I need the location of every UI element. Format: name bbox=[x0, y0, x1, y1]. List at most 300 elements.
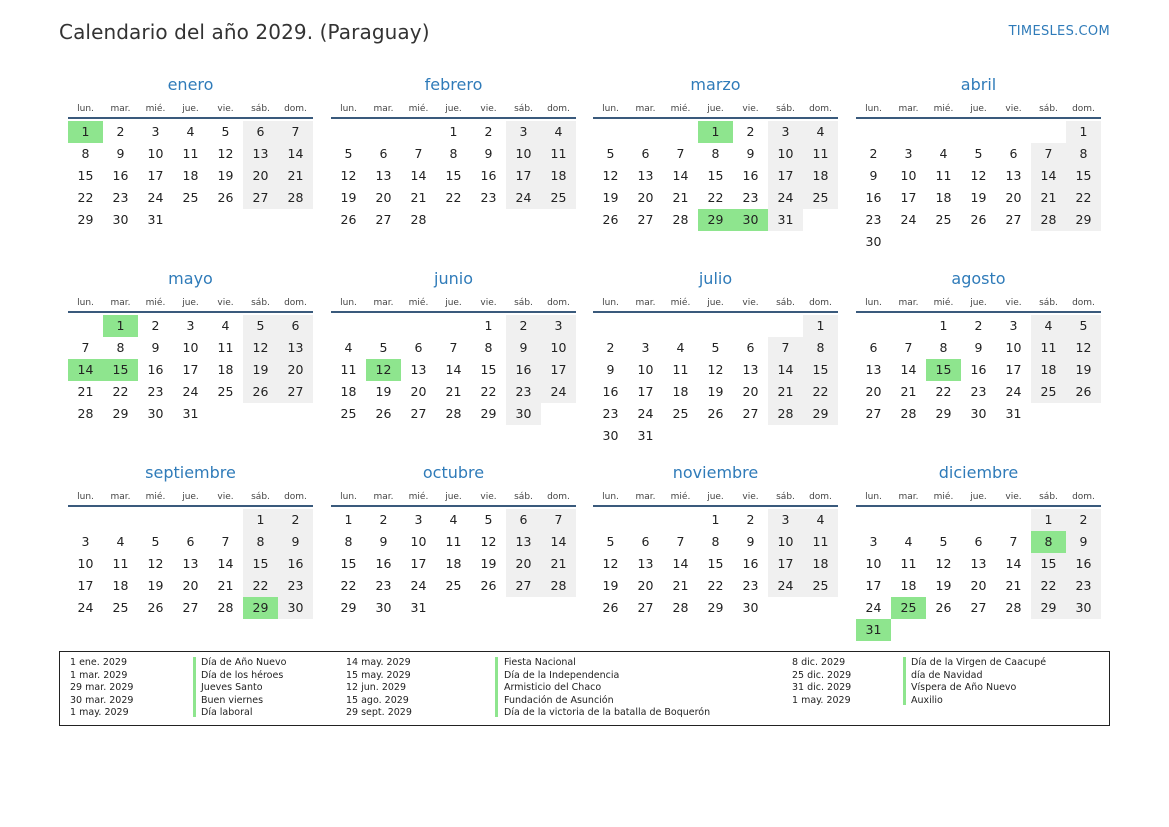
day-cell: 17 bbox=[865, 578, 882, 593]
weekday-label: jue. bbox=[707, 104, 724, 114]
empty-cell bbox=[803, 209, 838, 231]
day-cell: 26 bbox=[217, 190, 234, 205]
day-cell: 4 bbox=[939, 146, 948, 161]
day-cell: 19 bbox=[147, 578, 164, 593]
month-name: julio bbox=[698, 269, 733, 288]
day-cell: 31 bbox=[1005, 406, 1022, 421]
day-cell: 10 bbox=[182, 340, 199, 355]
month-junio bbox=[331, 267, 576, 425]
day-cell: 8 bbox=[243, 531, 278, 553]
day-grid bbox=[68, 121, 313, 231]
empty-cell bbox=[628, 509, 663, 531]
empty-cell bbox=[436, 597, 471, 619]
empty-cell bbox=[926, 121, 961, 143]
legend-date: 29 mar. 2029 bbox=[70, 682, 134, 694]
empty-cell bbox=[628, 121, 663, 143]
day-cell: 1 bbox=[243, 509, 278, 531]
day-cell: 10 bbox=[410, 534, 427, 549]
day-cell: 9 bbox=[869, 168, 878, 183]
day-cell: 20 bbox=[1005, 190, 1022, 205]
day-cell: 28 bbox=[1031, 209, 1066, 231]
day-cell: 14 bbox=[217, 556, 234, 571]
day-cell: 19 bbox=[935, 578, 952, 593]
weekday-label: mar. bbox=[635, 492, 656, 502]
day-cell: 22 bbox=[340, 578, 357, 593]
day-cell: 11 bbox=[112, 556, 129, 571]
empty-cell bbox=[593, 121, 628, 143]
day-cell: 9 bbox=[974, 340, 983, 355]
day-cell: 31 bbox=[856, 619, 891, 641]
day-cell: 1 bbox=[1066, 121, 1101, 143]
legend-marker-bar bbox=[903, 657, 906, 705]
day-cell: 4 bbox=[676, 340, 685, 355]
empty-cell bbox=[1031, 403, 1066, 425]
weekday-label: lun. bbox=[865, 104, 882, 114]
day-cell: 2 bbox=[278, 509, 313, 531]
month-octubre bbox=[331, 461, 576, 619]
weekday-label: vie. bbox=[480, 492, 497, 502]
day-cell: 12 bbox=[1066, 337, 1101, 359]
month-septiembre bbox=[68, 461, 313, 619]
day-cell: 15 bbox=[445, 168, 462, 183]
weekday-label: vie. bbox=[742, 298, 759, 308]
day-cell: 6 bbox=[1009, 146, 1018, 161]
day-cell: 8 bbox=[939, 340, 948, 355]
empty-cell bbox=[698, 315, 733, 337]
legend-holiday-name: Día de la Independencia bbox=[504, 669, 620, 681]
day-cell: 15 bbox=[803, 359, 838, 381]
day-cell: 21 bbox=[672, 190, 689, 205]
day-cell: 7 bbox=[81, 340, 90, 355]
weekday-label: vie. bbox=[742, 492, 759, 502]
day-cell: 16 bbox=[506, 359, 541, 381]
day-cell: 22 bbox=[77, 190, 94, 205]
day-cell: 30 bbox=[1066, 597, 1101, 619]
day-cell: 6 bbox=[186, 534, 195, 549]
day-cell: 19 bbox=[340, 190, 357, 205]
day-cell: 27 bbox=[410, 406, 427, 421]
day-cell: 25 bbox=[340, 406, 357, 421]
day-cell: 25 bbox=[112, 600, 129, 615]
day-cell: 10 bbox=[900, 168, 917, 183]
day-cell: 24 bbox=[410, 578, 427, 593]
day-cell: 31 bbox=[147, 212, 164, 227]
day-cell: 16 bbox=[602, 384, 619, 399]
day-cell: 12 bbox=[217, 146, 234, 161]
day-cell: 17 bbox=[182, 362, 199, 377]
day-cell: 19 bbox=[243, 359, 278, 381]
day-grid bbox=[331, 315, 576, 425]
weekday-label: lun. bbox=[602, 492, 619, 502]
weekday-header bbox=[856, 97, 1101, 117]
day-cell: 29 bbox=[112, 406, 129, 421]
day-cell: 30 bbox=[506, 403, 541, 425]
day-cell: 13 bbox=[970, 556, 987, 571]
weekday-label: vie. bbox=[1005, 298, 1022, 308]
day-cell: 7 bbox=[768, 337, 803, 359]
empty-cell bbox=[996, 121, 1031, 143]
empty-cell bbox=[208, 403, 243, 425]
weekday-label: jue. bbox=[445, 298, 462, 308]
weekday-header bbox=[331, 291, 576, 311]
day-cell: 7 bbox=[414, 146, 423, 161]
day-cell: 17 bbox=[900, 190, 917, 205]
day-cell: 2 bbox=[974, 318, 983, 333]
day-cell: 2 bbox=[379, 512, 388, 527]
day-cell: 28 bbox=[217, 600, 234, 615]
weekday-label: mié. bbox=[933, 492, 954, 502]
day-cell: 15 bbox=[707, 556, 724, 571]
day-cell: 24 bbox=[147, 190, 164, 205]
day-cell: 28 bbox=[77, 406, 94, 421]
day-cell: 23 bbox=[375, 578, 392, 593]
day-cell: 10 bbox=[147, 146, 164, 161]
day-cell: 10 bbox=[1005, 340, 1022, 355]
day-cell: 20 bbox=[278, 359, 313, 381]
day-cell: 29 bbox=[803, 403, 838, 425]
day-cell: 9 bbox=[746, 146, 755, 161]
day-cell: 29 bbox=[707, 600, 724, 615]
day-cell: 7 bbox=[449, 340, 458, 355]
weekday-header bbox=[856, 291, 1101, 311]
empty-cell bbox=[1066, 619, 1101, 641]
day-cell: 13 bbox=[506, 531, 541, 553]
empty-cell bbox=[471, 209, 506, 231]
month-name: enero bbox=[167, 75, 214, 94]
empty-cell bbox=[506, 209, 541, 231]
day-cell: 24 bbox=[768, 575, 803, 597]
day-cell: 19 bbox=[602, 190, 619, 205]
day-cell: 1 bbox=[803, 315, 838, 337]
day-cell: 23 bbox=[742, 578, 759, 593]
empty-cell bbox=[891, 619, 926, 641]
day-cell: 2 bbox=[746, 512, 755, 527]
day-cell: 8 bbox=[1031, 531, 1066, 553]
weekday-label: lun. bbox=[77, 492, 94, 502]
day-cell: 27 bbox=[637, 212, 654, 227]
day-cell: 15 bbox=[1031, 553, 1066, 575]
day-cell: 4 bbox=[1031, 315, 1066, 337]
day-cell: 22 bbox=[243, 575, 278, 597]
day-cell: 20 bbox=[637, 190, 654, 205]
empty-cell bbox=[1066, 403, 1101, 425]
day-cell: 28 bbox=[410, 212, 427, 227]
day-cell: 3 bbox=[506, 121, 541, 143]
day-cell: 16 bbox=[1066, 553, 1101, 575]
day-cell: 5 bbox=[606, 534, 615, 549]
weekday-label: jue. bbox=[445, 104, 462, 114]
day-cell: 10 bbox=[77, 556, 94, 571]
day-cell: 17 bbox=[768, 165, 803, 187]
day-cell: 27 bbox=[637, 600, 654, 615]
day-cell: 6 bbox=[379, 146, 388, 161]
empty-cell bbox=[733, 425, 768, 447]
weekday-label: lun. bbox=[340, 104, 357, 114]
day-cell: 25 bbox=[935, 212, 952, 227]
day-grid bbox=[68, 509, 313, 619]
day-cell: 17 bbox=[768, 553, 803, 575]
month-rule bbox=[593, 117, 838, 119]
day-cell: 11 bbox=[445, 534, 462, 549]
day-cell: 30 bbox=[733, 209, 768, 231]
legend-holiday-name: Día de los héroes bbox=[201, 669, 284, 681]
day-cell: 16 bbox=[147, 362, 164, 377]
legend-date: 31 dic. 2029 bbox=[792, 682, 852, 694]
day-cell: 23 bbox=[112, 190, 129, 205]
day-cell: 15 bbox=[103, 359, 138, 381]
day-cell: 23 bbox=[970, 384, 987, 399]
day-cell: 7 bbox=[676, 146, 685, 161]
month-noviembre bbox=[593, 461, 838, 619]
day-cell: 12 bbox=[340, 168, 357, 183]
day-cell: 25 bbox=[1031, 381, 1066, 403]
empty-cell bbox=[628, 315, 663, 337]
legend-date: 8 dic. 2029 bbox=[792, 657, 846, 668]
legend-dates-col-3 bbox=[792, 657, 851, 707]
day-cell: 3 bbox=[186, 318, 195, 333]
day-cell: 22 bbox=[112, 384, 129, 399]
page-title: Calendario del año 2029. (Paraguay) bbox=[59, 20, 430, 44]
weekday-label: jue. bbox=[182, 104, 199, 114]
empty-cell bbox=[663, 425, 698, 447]
day-cell: 21 bbox=[217, 578, 234, 593]
empty-cell bbox=[926, 619, 961, 641]
weekday-label: dom. bbox=[284, 104, 307, 114]
day-cell: 8 bbox=[116, 340, 125, 355]
empty-cell bbox=[173, 209, 208, 231]
day-cell: 28 bbox=[672, 600, 689, 615]
day-cell: 31 bbox=[768, 209, 803, 231]
day-grid bbox=[331, 121, 576, 231]
day-cell: 3 bbox=[1009, 318, 1018, 333]
day-cell: 30 bbox=[865, 234, 882, 249]
month-abril bbox=[856, 73, 1101, 253]
day-cell: 19 bbox=[480, 556, 497, 571]
day-cell: 6 bbox=[746, 340, 755, 355]
day-cell: 3 bbox=[869, 534, 878, 549]
day-cell: 2 bbox=[869, 146, 878, 161]
day-cell: 24 bbox=[1005, 384, 1022, 399]
weekday-label: lun. bbox=[602, 298, 619, 308]
weekday-label: dom. bbox=[284, 492, 307, 502]
month-rule bbox=[856, 311, 1101, 313]
day-cell: 10 bbox=[506, 143, 541, 165]
day-cell: 30 bbox=[112, 212, 129, 227]
weekday-label: dom. bbox=[1072, 492, 1095, 502]
day-cell: 4 bbox=[904, 534, 913, 549]
day-cell: 20 bbox=[742, 384, 759, 399]
day-cell: 27 bbox=[865, 406, 882, 421]
legend-date: 25 dic. 2029 bbox=[792, 669, 852, 681]
month-rule bbox=[593, 311, 838, 313]
weekday-label: vie. bbox=[217, 492, 234, 502]
day-cell: 11 bbox=[900, 556, 917, 571]
empty-cell bbox=[541, 209, 576, 231]
empty-cell bbox=[856, 121, 891, 143]
day-cell: 15 bbox=[926, 359, 961, 381]
weekday-label: mié. bbox=[670, 492, 691, 502]
day-cell: 6 bbox=[278, 315, 313, 337]
day-cell: 5 bbox=[484, 512, 493, 527]
legend-date: 29 sept. 2029 bbox=[346, 707, 412, 719]
day-cell: 8 bbox=[803, 337, 838, 359]
day-cell: 11 bbox=[803, 143, 838, 165]
day-cell: 21 bbox=[672, 578, 689, 593]
day-cell: 11 bbox=[541, 143, 576, 165]
day-cell: 16 bbox=[742, 556, 759, 571]
month-rule bbox=[331, 311, 576, 313]
day-cell: 18 bbox=[803, 165, 838, 187]
weekday-label: jue. bbox=[707, 492, 724, 502]
day-cell: 29 bbox=[935, 406, 952, 421]
empty-cell bbox=[243, 209, 278, 231]
weekday-label: dom. bbox=[547, 298, 570, 308]
day-cell: 2 bbox=[506, 315, 541, 337]
day-cell: 7 bbox=[221, 534, 230, 549]
day-grid bbox=[856, 509, 1101, 641]
weekday-label: sáb. bbox=[251, 298, 270, 308]
legend-names-col-1 bbox=[201, 657, 286, 720]
legend-marker-bar bbox=[495, 657, 498, 717]
month-name: junio bbox=[434, 269, 473, 288]
day-cell: 16 bbox=[278, 553, 313, 575]
day-cell: 10 bbox=[865, 556, 882, 571]
month-name: febrero bbox=[424, 75, 483, 94]
empty-cell bbox=[506, 597, 541, 619]
empty-cell bbox=[1031, 121, 1066, 143]
day-cell: 3 bbox=[81, 534, 90, 549]
empty-cell bbox=[663, 509, 698, 531]
day-cell: 11 bbox=[803, 531, 838, 553]
day-cell: 9 bbox=[484, 146, 493, 161]
day-cell: 1 bbox=[103, 315, 138, 337]
day-cell: 17 bbox=[77, 578, 94, 593]
empty-cell bbox=[278, 403, 313, 425]
weekday-label: dom. bbox=[1072, 104, 1095, 114]
weekday-label: sáb. bbox=[514, 298, 533, 308]
day-cell: 27 bbox=[1005, 212, 1022, 227]
day-cell: 12 bbox=[970, 168, 987, 183]
weekday-label: jue. bbox=[182, 492, 199, 502]
day-cell: 11 bbox=[1031, 337, 1066, 359]
day-cell: 23 bbox=[278, 575, 313, 597]
day-cell: 6 bbox=[506, 509, 541, 531]
day-cell: 5 bbox=[939, 534, 948, 549]
day-cell: 3 bbox=[904, 146, 913, 161]
brand-link[interactable]: TIMESLES.COM bbox=[1008, 24, 1110, 39]
month-enero bbox=[68, 73, 313, 231]
day-cell: 9 bbox=[116, 146, 125, 161]
weekday-label: vie. bbox=[1005, 492, 1022, 502]
weekday-label: vie. bbox=[742, 104, 759, 114]
day-cell: 30 bbox=[278, 597, 313, 619]
day-cell: 13 bbox=[182, 556, 199, 571]
day-cell: 20 bbox=[410, 384, 427, 399]
empty-cell bbox=[593, 509, 628, 531]
empty-cell bbox=[173, 509, 208, 531]
legend-holiday-name: Jueves Santo bbox=[201, 682, 263, 694]
day-cell: 21 bbox=[1005, 578, 1022, 593]
day-cell: 17 bbox=[410, 556, 427, 571]
day-cell: 6 bbox=[974, 534, 983, 549]
day-cell: 20 bbox=[243, 165, 278, 187]
day-cell: 12 bbox=[243, 337, 278, 359]
day-cell: 24 bbox=[768, 187, 803, 209]
day-cell: 22 bbox=[935, 384, 952, 399]
day-cell: 9 bbox=[379, 534, 388, 549]
day-cell: 16 bbox=[112, 168, 129, 183]
weekday-label: vie. bbox=[1005, 104, 1022, 114]
day-cell: 23 bbox=[147, 384, 164, 399]
day-cell: 1 bbox=[68, 121, 103, 143]
legend-holiday-name: Armisticio del Chaco bbox=[504, 682, 602, 694]
month-diciembre bbox=[856, 461, 1101, 641]
day-cell: 3 bbox=[541, 315, 576, 337]
day-cell: 17 bbox=[541, 359, 576, 381]
weekday-label: mar. bbox=[373, 104, 394, 114]
weekday-label: mar. bbox=[110, 492, 131, 502]
weekday-label: lun. bbox=[865, 298, 882, 308]
weekday-label: mié. bbox=[933, 104, 954, 114]
day-cell: 27 bbox=[375, 212, 392, 227]
day-cell: 5 bbox=[606, 146, 615, 161]
day-cell: 16 bbox=[970, 362, 987, 377]
weekday-label: lun. bbox=[602, 104, 619, 114]
day-cell: 26 bbox=[147, 600, 164, 615]
month-mayo bbox=[68, 267, 313, 425]
day-cell: 8 bbox=[81, 146, 90, 161]
day-cell: 21 bbox=[541, 553, 576, 575]
weekday-label: mié. bbox=[145, 104, 166, 114]
day-cell: 21 bbox=[77, 384, 94, 399]
weekday-label: jue. bbox=[707, 298, 724, 308]
day-grid bbox=[593, 315, 838, 447]
day-cell: 28 bbox=[445, 406, 462, 421]
day-cell: 24 bbox=[900, 212, 917, 227]
day-cell: 10 bbox=[541, 337, 576, 359]
day-cell: 17 bbox=[637, 384, 654, 399]
day-cell: 8 bbox=[711, 534, 720, 549]
day-cell: 13 bbox=[637, 168, 654, 183]
day-cell: 3 bbox=[768, 121, 803, 143]
day-cell: 4 bbox=[186, 124, 195, 139]
day-cell: 28 bbox=[1005, 600, 1022, 615]
day-cell: 12 bbox=[935, 556, 952, 571]
legend-holiday-name: Auxilio bbox=[911, 694, 943, 706]
day-cell: 24 bbox=[506, 187, 541, 209]
holiday-legend bbox=[59, 651, 1110, 726]
weekday-label: mié. bbox=[670, 298, 691, 308]
day-cell: 29 bbox=[1066, 209, 1101, 231]
day-cell: 26 bbox=[602, 212, 619, 227]
empty-cell bbox=[366, 121, 401, 143]
day-cell: 18 bbox=[217, 362, 234, 377]
weekday-label: vie. bbox=[217, 104, 234, 114]
day-cell: 9 bbox=[746, 534, 755, 549]
day-cell: 22 bbox=[445, 190, 462, 205]
day-grid bbox=[856, 121, 1101, 253]
day-cell: 9 bbox=[506, 337, 541, 359]
day-cell: 14 bbox=[541, 531, 576, 553]
weekday-label: lun. bbox=[340, 492, 357, 502]
day-cell: 5 bbox=[243, 315, 278, 337]
legend-marker-bar bbox=[193, 657, 196, 717]
day-cell: 29 bbox=[480, 406, 497, 421]
legend-date: 1 ene. 2029 bbox=[70, 657, 127, 668]
weekday-header bbox=[593, 97, 838, 117]
empty-cell bbox=[803, 597, 838, 619]
empty-cell bbox=[803, 425, 838, 447]
